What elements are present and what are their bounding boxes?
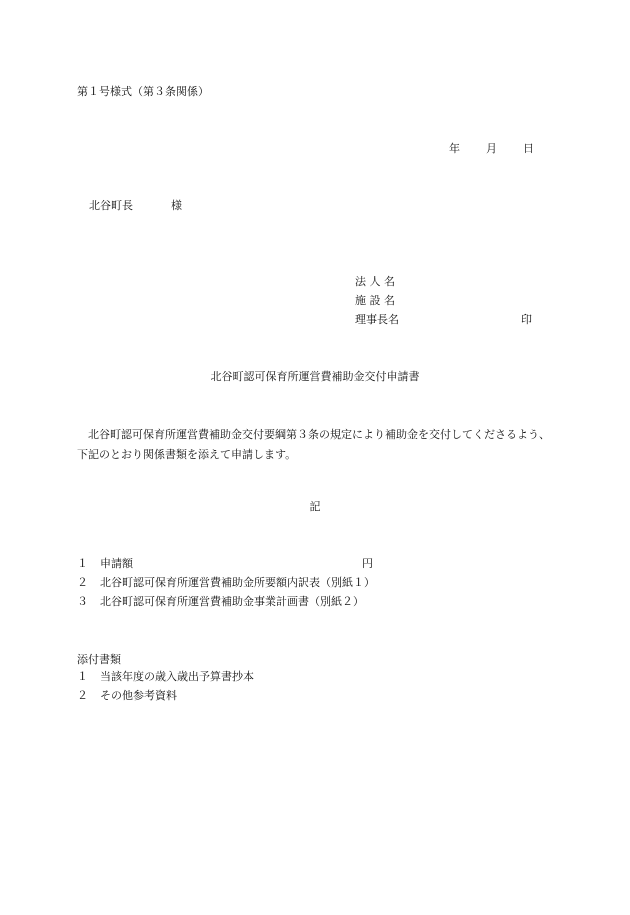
date-day-label: 日 <box>523 142 534 155</box>
date-line <box>449 142 534 156</box>
facility-name-label: 施 設 名 <box>355 294 395 307</box>
corporation-name-label: 法 人 名 <box>355 275 395 288</box>
item-text: 申請額 <box>100 557 133 570</box>
addressee-name: 北谷町長 <box>89 199 133 212</box>
chairman-name-label: 理事長名 <box>355 313 399 326</box>
item-number: ２ <box>77 689 88 702</box>
item-list <box>77 557 375 614</box>
form-number: 第１号様式（第３条関係） <box>77 85 209 98</box>
item-text: 当該年度の歳入歳出予算書抄本 <box>100 670 254 683</box>
addressee <box>89 199 182 213</box>
list-item <box>77 576 375 595</box>
item-number: ３ <box>77 595 88 608</box>
item-text: 北谷町認可保育所運営費補助金事業計画書（別紙２） <box>100 595 364 608</box>
item-number: １ <box>77 670 88 683</box>
attachments-heading: 添付書類 <box>77 653 121 666</box>
list-item <box>77 595 375 614</box>
document-title: 北谷町認可保育所運営費補助金交付申請書 <box>210 370 420 383</box>
list-item <box>77 670 254 689</box>
item-text: その他参考資料 <box>100 689 177 702</box>
item-number: １ <box>77 557 88 570</box>
list-item <box>77 689 254 708</box>
date-year-label: 年 <box>449 142 460 155</box>
item-number: ２ <box>77 576 88 589</box>
applicant-block <box>355 275 532 332</box>
list-item <box>77 557 375 576</box>
seal-mark: 印 <box>521 313 532 326</box>
attachments-list <box>77 670 254 708</box>
body-paragraph: 北谷町認可保育所運営費補助金交付要綱第３条の規定により補助金を交付してくださるよう、下記のとおり関係書類を添えて申請します。 <box>77 428 550 461</box>
date-month-label: 月 <box>486 142 497 155</box>
addressee-suffix: 様 <box>171 199 182 212</box>
yen-label: 円 <box>362 557 373 570</box>
item-text: 北谷町認可保育所運営費補助金所要額内訳表（別紙１） <box>100 576 375 589</box>
ki-heading: 記 <box>309 500 321 513</box>
